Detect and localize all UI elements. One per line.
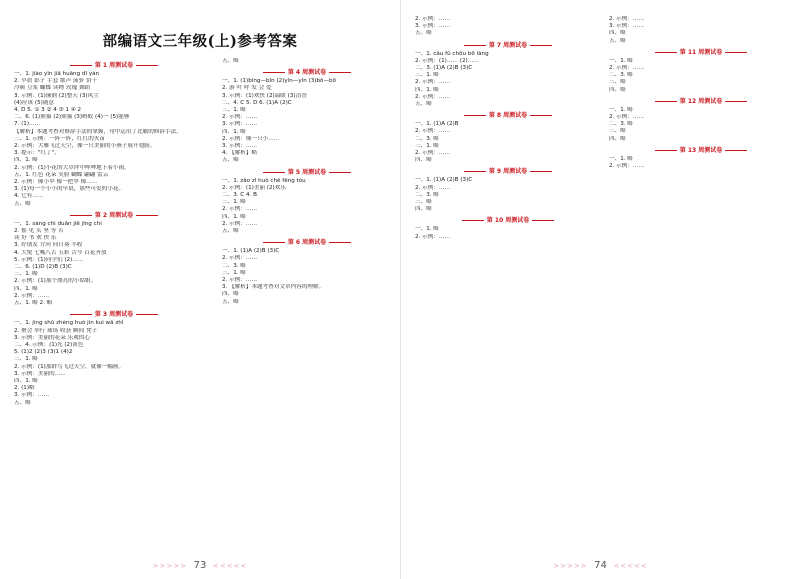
heading-rule [655,101,677,102]
heading-rule [725,150,747,151]
right-page [400,0,800,579]
answer-line: 2. 示例：像小伞 像一把伞 像…… [14,179,98,186]
heading-rule [329,172,351,173]
answer-line: 四、略 [609,135,626,142]
right-column-2 [609,16,793,549]
answer-line: 2. 示例：…… [222,206,258,213]
answer-line: 二、3. (1)A (2)B (3)C [415,65,473,72]
section-heading-text: 第 5 周测试卷 [287,168,327,176]
answer-line: 五、1. 略 2. 略 [14,300,53,307]
arrow-decoration-left: >>>>> [152,562,188,570]
answer-line: 三、1. 略 [14,271,38,278]
answer-line: 五、略 [609,37,626,44]
answer-line: 二、6. (1)D (2)B (3)C [14,264,72,271]
answer-line: 五、略 [222,228,239,235]
section-heading-text: 第 7 周测试卷 [488,41,528,49]
answer-line: 一、1. (1)bīng—bīn (2)yǐn—yǐn (3)bō—bō [222,78,337,85]
answer-line: 3. 示例：…… [415,23,451,30]
answer-line: 4. D 5. ① 3 ② 4 ③ 1 ④ 2 [14,107,82,114]
heading-rule [530,45,552,46]
page-footer-left [0,560,400,571]
answer-line: 二、3. 略 [609,72,633,79]
answer-line: 一、1. 略 [415,226,439,233]
answer-line: 4. 大悦 七嘴八舌 五彩 古今 百花齐放 [14,249,107,256]
answer-line: 2. 示例：大雁飞过天空，像一只美丽的小燕子展开翅膀。 [14,143,156,150]
answer-line: 四、略 [222,291,239,298]
section-heading [415,216,601,226]
answer-line: 3. 示例：…… [222,143,258,150]
section-heading [14,61,214,71]
section-heading-text: 第 12 周测试卷 [679,97,723,105]
answer-line: 二、6. (1)熊猫 (2)熊猫 (3)蚂蚁 (4)一 (5)能够 [14,114,130,121]
section-heading [609,48,793,58]
page-footer-right [401,560,800,571]
answer-line: 五、1. 红色 花朵 笑脸 蝴蝶 翩翩 雷云 [14,171,109,178]
section-heading [222,168,392,178]
heading-rule [70,65,92,66]
answer-line: 一、1. zǎo zǐ huǒ chē fēng tóu [222,177,306,184]
answer-line: 3. (1)每一个小小的早晨，那些可爱的小花。 [14,186,125,193]
heading-rule [136,215,158,216]
answer-line: 二、3. 略 [415,191,439,198]
heading-rule [532,220,554,221]
answer-line: 3. 示例：美丽的花朵 乐观的心 [14,334,91,341]
heading-rule [329,72,351,73]
answer-line: 2. 示例：…… [14,292,50,299]
answer-line: 2. 示例：…… [609,16,645,22]
answer-line: 3. 提示："红了"。 [14,150,60,157]
answer-line: 2. 示例：…… [222,255,258,262]
answer-line: 2. 示例：…… [415,16,451,22]
answer-line: 二、3. C 4. B [222,192,257,199]
answer-line: 四、略 [415,206,432,213]
answer-line: 四、略 [415,157,432,164]
answer-line: 3. 示例：…… [14,392,50,399]
heading-rule [464,115,486,116]
answer-line: 五、略 [415,30,432,37]
answer-line: 一、1. jiào yǐn jiā huāng dī yàn [14,71,100,77]
answer-line: 2. 示例：…… [415,128,451,135]
answer-line: 2. 游 叶 呼 发 会 爱 [222,85,272,92]
answer-line: 3. 示例：(1)颠倒 (2)整天 (3)风尘 [14,92,99,99]
answer-line: 2. 示例：…… [609,163,645,170]
answer-line: 四、1. 略 [222,213,246,220]
answer-line: 一、1. 略 [609,155,633,162]
arrow-decoration-right: <<<<< [212,562,248,570]
answer-line: 二、3. 略 [609,121,633,128]
answer-line: 3. 示例：…… [222,121,258,128]
answer-line: 2. 示例：(1)…… (2)…… [415,57,479,64]
heading-rule [136,65,158,66]
heading-rule [530,171,552,172]
page-number: 73 [193,560,207,571]
answer-line: 冷颜 豆浆 蝴蝶 读物 玫瑰 舞蹈 [14,85,91,92]
answer-line: 二、4. 示例：(1)光 (2)黄色 [14,341,84,348]
answer-line: 4. 【解析】略 [222,150,258,157]
answer-line: 三、1. 略 [222,107,246,114]
answer-line: 读 好 书 欢 快 乐 [14,235,57,242]
answer-line: 2. 示例：…… [415,79,451,86]
answer-line: 三、1. 略 [415,142,439,149]
answer-line: 一、1. sàng chì duān jiē jīng chí [14,220,102,227]
answer-line: 2. 示例：…… [415,150,451,157]
answer-line: 二、3. 略 [415,135,439,142]
section-heading [415,111,601,121]
answer-line: 2. 示例：像一只小…… [222,135,280,142]
section-heading [415,41,601,51]
answer-line: 2. 示例：…… [415,93,451,100]
answer-line: 三、1. 略 [14,356,38,363]
answer-line: 三、略 [415,199,432,206]
answer-line: 2. 示例：…… [609,114,645,121]
section-heading-text: 第 8 周测试卷 [488,112,528,120]
section-heading [14,310,214,320]
answer-line: 5. (1)2 (2)3 (3)1 (4)2 [14,349,73,356]
heading-rule [655,150,677,151]
section-heading [14,211,214,221]
left-column-1 [14,58,214,549]
answer-line: 三、略 [609,79,626,86]
answer-line: 四、1. 略 [14,377,38,384]
answer-line: 四、1. 略 [14,157,38,164]
answer-line: 2. 示例：(1)美丽 (2)欢乐 [222,184,286,191]
answer-line: 一、1. (1)A (2)B [415,121,459,128]
answer-line: 2. 示例：(1)那个漂亮的小姑娘。 [14,278,97,285]
heading-rule [70,314,92,315]
heading-rule [70,215,92,216]
answer-line: 4. 它有…… [14,193,44,200]
heading-rule [462,220,484,221]
answer-line: 五、略 [222,58,239,64]
answer-line: 2. 示例：(1)小花的大草坪中哗哗地下着小雨。 [14,164,130,171]
section-heading [609,97,793,107]
answer-line: 2. 示例：…… [222,277,258,284]
answer-line: 四、略 [609,30,626,37]
answer-line: 3. 【解析】本题考查对文章内容的理解。 [222,284,325,291]
answer-line: 四、略 [609,86,626,93]
section-heading-text: 第 9 周测试卷 [488,168,528,176]
section-heading [609,146,793,156]
answer-line: 5. 示例：(1)同学们 (2)…… [14,256,84,263]
section-heading-text: 第 2 周测试卷 [94,211,134,219]
heading-rule [136,314,158,315]
answer-line: 三、略 [609,128,626,135]
answer-line: 五、略 [14,200,31,207]
left-column-2 [222,58,392,549]
answer-line: 四、1. 略 [222,128,246,135]
answer-line: 3. 示例：(1)欢快 (2)温暖 (3)清香 [222,92,307,99]
answer-line: 三、1. 略 [415,72,439,79]
section-heading-text: 第 3 周测试卷 [94,311,134,319]
answer-line: 2. 示例：…… [222,114,258,121]
answer-line: 五、略 [415,101,432,108]
answer-line: 五、略 [222,298,239,305]
heading-rule [725,52,747,53]
answer-line: 2. 摇 见 头 坚 等 苦 [14,228,64,235]
answer-line: 2. 示例：…… [222,220,258,227]
answer-line: 2. (1)略 [14,385,35,392]
answer-line: 【解析】本题考查对修辞手法的掌握，句中运用了比喻的修辞手法。 [14,128,182,135]
section-heading-text: 第 13 周测试卷 [679,146,723,154]
answer-line: 3. 好朋友 方向 向日葵 丰收 [14,242,83,249]
answer-line: 二、4. C 5. D 6. (1)A (2)C [222,99,292,106]
section-heading-text: 第 1 周测试卷 [94,62,134,69]
answer-line: 四、1. 略 [415,86,439,93]
answer-line: 一、1. 略 [609,106,633,113]
answer-line: 一、1. (1)A (2)B (3)C [222,248,280,255]
answer-line: 2. 示例：…… [609,65,645,72]
section-heading-text: 第 4 周测试卷 [287,69,327,77]
section-heading-text: 第 10 周测试卷 [486,217,530,225]
heading-rule [329,242,351,243]
heading-rule [464,45,486,46]
answer-line: 一、1. cǎu fǔ chōu bō làng [415,50,489,57]
answer-line: 一、1. 略 [609,57,633,64]
section-heading [222,68,392,78]
page-title: 部编语文三年级(上)参考答案 [102,33,298,50]
heading-rule [263,172,285,173]
answer-line: 7. (1)…… [14,121,41,128]
answer-line: (4)应该 (5)随意 [14,99,55,106]
right-column-1 [415,16,601,549]
answer-line: 2. 示例：(1)那群鸟飞过天空，就像一幅画。 [14,363,125,370]
answer-line: 三、1. 略 [222,199,246,206]
answer-line: 2. 聚会 举行 球场 收获 瞬间 凳子 [14,327,98,334]
heading-rule [263,242,285,243]
answer-line: 2. 示例：…… [415,233,451,240]
heading-rule [655,52,677,53]
heading-rule [464,171,486,172]
arrow-decoration-left: >>>>> [553,562,588,570]
answer-line: 三、1. 示例：一阵一阵，红红的火苗 [14,135,106,142]
answer-line: 三、1. 略 [222,269,246,276]
answer-line: 2. 示例：…… [415,184,451,191]
section-heading-text: 第 6 周测试卷 [287,239,327,247]
heading-rule [263,72,285,73]
arrow-decoration-right: <<<<< [613,562,648,570]
answer-line: 2. 早晨 影子 手套 歌声 菠萝 饼干 [14,78,98,85]
page-number: 74 [594,560,607,571]
answer-line: 3. 示例：…… [609,23,645,30]
answer-line: 一、1. jìng shǔ zhèng huǒ jìn kuì wā zhǐ [14,320,124,327]
section-heading [222,238,392,248]
answer-line: 一、1. (1)A (2)B (3)C [415,177,473,184]
answer-line: 五、略 [222,157,239,164]
section-heading [415,167,601,177]
answer-line: 四、1. 略 [14,285,38,292]
answer-line: 五、略 [14,399,31,406]
answer-line: 二、3. 略 [222,262,246,269]
section-heading-text: 第 11 周测试卷 [679,48,723,56]
heading-rule [530,115,552,116]
answer-line: 3. 示例：美丽的…… [14,370,66,377]
heading-rule [725,101,747,102]
